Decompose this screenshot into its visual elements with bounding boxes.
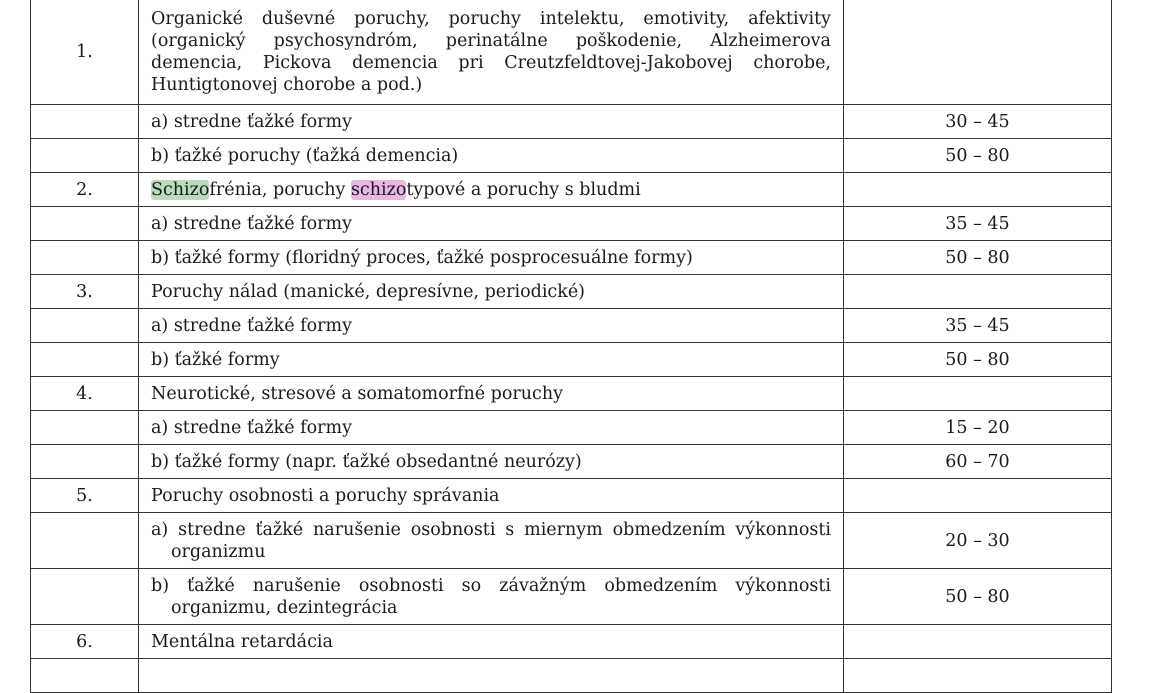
- number-cell-empty: [31, 343, 139, 377]
- percentage-range: 60 – 70: [844, 445, 1112, 479]
- item-label: a) stredne ťažké formy: [139, 207, 844, 241]
- item-label: b) ťažké formy (floridný proces, ťažké posprocesuálne formy): [139, 241, 844, 275]
- group-number: 2.: [31, 173, 139, 207]
- table-row: [31, 343, 1112, 377]
- percentage-range: 50 – 80: [844, 241, 1112, 275]
- number-cell-empty: [31, 105, 139, 139]
- group-number: 4.: [31, 377, 139, 411]
- table-row: [31, 513, 1112, 569]
- percentage-range: 30 – 45: [844, 105, 1112, 139]
- group-number: 3.: [31, 275, 139, 309]
- group-title: [139, 173, 844, 207]
- item-label: a) stredne ťažké formy: [139, 105, 844, 139]
- number-cell-empty: [31, 309, 139, 343]
- percentage-range: 20 – 30: [844, 513, 1112, 569]
- table-row: [31, 445, 1112, 479]
- item-label: b) ťažké formy (napr. ťažké obsedantné neurózy): [139, 445, 844, 479]
- group-number: 1.: [31, 0, 139, 105]
- number-cell-empty: [31, 139, 139, 173]
- table-row-group-5-heading: [31, 479, 1112, 513]
- group-title: Poruchy osobnosti a poruchy správania: [139, 479, 844, 513]
- range-cell-empty: [844, 173, 1112, 207]
- title-text: frénia, poruchy: [209, 179, 351, 200]
- item-label: a) stredne ťažké formy: [139, 309, 844, 343]
- table-row: [31, 207, 1112, 241]
- range-cell-empty: [844, 625, 1112, 659]
- table-row-group-4-heading: [31, 377, 1112, 411]
- item-label: a) stredne ťažké formy: [139, 411, 844, 445]
- group-number: 6.: [31, 625, 139, 659]
- number-cell-empty: [31, 445, 139, 479]
- percentage-range: 35 – 45: [844, 309, 1112, 343]
- number-cell-empty: [31, 569, 139, 625]
- table-row: [31, 139, 1112, 173]
- item-label: b) ťažké poruchy (ťažká demencia): [139, 139, 844, 173]
- item-label: b) ťažké narušenie osobnosti so závažným obmedzením výkonnosti organizmu, dezintegrácia: [151, 575, 831, 618]
- table-row: [31, 569, 1112, 625]
- table-row-group-2-heading: [31, 173, 1112, 207]
- percentage-range: 50 – 80: [844, 139, 1112, 173]
- item-label: b) ťažké formy: [139, 343, 844, 377]
- percentage-range: 50 – 80: [844, 343, 1112, 377]
- group-title: Organické duševné poruchy, poruchy intelektu, emotivity, afektivity (organický psychosyndróm, perinatálne poškodenie, Alzheimerova demencia, Pickova demencia pri Creutzfeldtovej-Jakobovej chorobe, Huntigtonovej chorobe a pod.): [139, 0, 844, 105]
- range-cell-empty: [844, 377, 1112, 411]
- number-cell-empty: [31, 241, 139, 275]
- group-number: 5.: [31, 479, 139, 513]
- number-cell-empty: [31, 411, 139, 445]
- table-row: [31, 105, 1112, 139]
- table-row-continuation: [31, 659, 1112, 693]
- percentage-range: 50 – 80: [844, 569, 1112, 625]
- disability-rating-table: [30, 0, 1112, 693]
- table-row-group-3-heading: [31, 275, 1112, 309]
- group-title: Poruchy nálad (manické, depresívne, periodické): [139, 275, 844, 309]
- range-cell-empty: [844, 275, 1112, 309]
- item-label: a) stredne ťažké narušenie osobnosti s miernym obmedzením výkonnosti organizmu: [151, 519, 831, 562]
- number-cell-empty: [31, 659, 139, 693]
- table-row-group-1-heading: [31, 0, 1112, 105]
- item-label-cell: [139, 513, 844, 569]
- table-row: [31, 411, 1112, 445]
- group-title: Mentálna retardácia: [139, 625, 844, 659]
- item-label-cell: [139, 569, 844, 625]
- table-row: [31, 309, 1112, 343]
- search-highlight-match: schizo: [350, 179, 407, 200]
- title-text: typové a poruchy s bludmi: [406, 179, 641, 200]
- table-row: [31, 241, 1112, 275]
- table-row-group-6-heading: [31, 625, 1112, 659]
- range-cell-empty: [844, 479, 1112, 513]
- percentage-range: 35 – 45: [844, 207, 1112, 241]
- percentage-range: 15 – 20: [844, 411, 1112, 445]
- range-cell-empty: [844, 659, 1112, 693]
- number-cell-empty: [31, 513, 139, 569]
- search-highlight-current: Schizo: [151, 179, 210, 200]
- range-cell-empty: [844, 0, 1112, 105]
- item-label-empty: [139, 659, 844, 693]
- number-cell-empty: [31, 207, 139, 241]
- group-title: Neurotické, stresové a somatomorfné poruchy: [139, 377, 844, 411]
